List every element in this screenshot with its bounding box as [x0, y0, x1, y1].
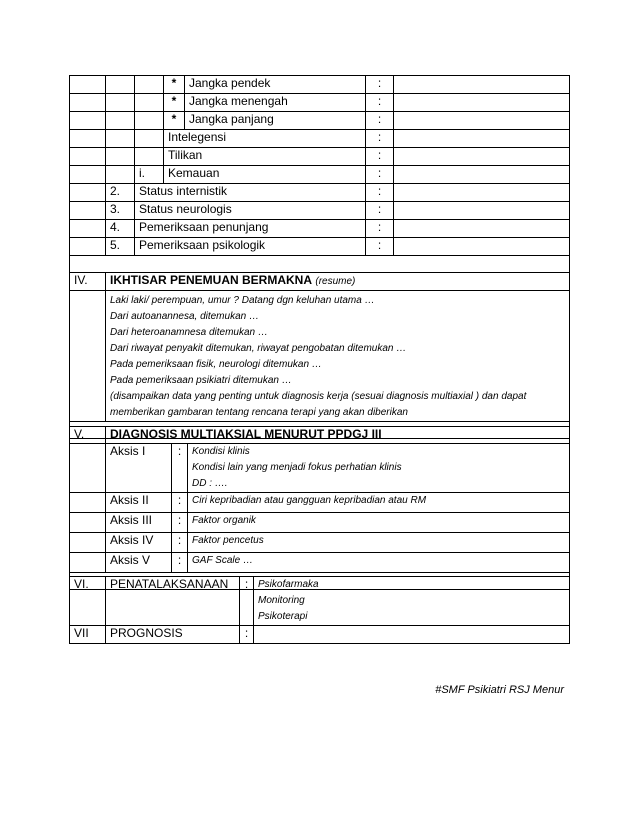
value-field[interactable] — [394, 202, 570, 220]
summary-body — [70, 291, 570, 422]
colon: : — [366, 130, 394, 148]
label-jangka-panjang: Jangka panjang — [185, 112, 366, 130]
section-iv-title: IKHTISAR PENEMUAN BERMAKNA — [110, 273, 313, 287]
summary-table — [69, 272, 570, 439]
diagnosis-table — [69, 426, 570, 590]
aksis-value[interactable] — [188, 444, 570, 493]
value-field[interactable] — [394, 76, 570, 94]
value-field[interactable] — [394, 166, 570, 184]
colon: : — [366, 202, 394, 220]
row-status-neurologis — [70, 202, 570, 220]
colon: : — [366, 184, 394, 202]
footer-note: #SMF Psikiatri RSJ Menur — [435, 684, 564, 696]
aksis-label: Aksis III — [106, 513, 172, 533]
colon: : — [366, 148, 394, 166]
row-tilikan — [70, 148, 570, 166]
row-aksis-v — [70, 553, 570, 573]
section-iv-header — [70, 273, 570, 291]
colon: : — [366, 166, 394, 184]
section-v-header — [70, 427, 570, 444]
item-number: 4. — [106, 220, 135, 238]
section-vii-row — [70, 626, 570, 644]
aksis-label: Aksis II — [106, 493, 172, 513]
colon: : — [366, 112, 394, 130]
row-pemeriksaan-psikologik — [70, 238, 570, 256]
item-number: 2. — [106, 184, 135, 202]
colon: : — [366, 220, 394, 238]
aksis-value[interactable]: Faktor organik — [188, 513, 570, 533]
treatment-line: Psikofarmaka — [258, 579, 319, 590]
aksis-label: Aksis V — [106, 553, 172, 573]
row-jangka-pendek — [70, 76, 570, 94]
label-jangka-pendek: Jangka pendek — [185, 76, 366, 94]
value-field[interactable] — [394, 148, 570, 166]
item-number: 3. — [106, 202, 135, 220]
label-tilikan: Tilikan — [164, 148, 366, 166]
label-intelegensi: Intelegensi — [164, 130, 366, 148]
item-number: i. — [135, 166, 164, 184]
summary-line: Dari autoanannesa, ditemukan … — [110, 311, 259, 322]
row-status-internistik — [70, 184, 570, 202]
section-vii-title: PROGNOSIS — [106, 626, 240, 644]
section-vi-title: PENATALAKSANAAN — [106, 577, 240, 626]
bullet-star: * — [164, 76, 185, 94]
row-aksis-iv — [70, 533, 570, 553]
summary-text[interactable] — [106, 291, 570, 422]
value-field[interactable] — [394, 184, 570, 202]
value-field[interactable] — [394, 220, 570, 238]
label-status-internistik: Status internistik — [135, 184, 366, 202]
item-number: 5. — [106, 238, 135, 256]
status-table — [69, 75, 570, 273]
section-vi-row — [70, 577, 570, 626]
section-v-title: DIAGNOSIS MULTIAKSIAL MENURUT PPDGJ III — [106, 427, 570, 444]
row-pemeriksaan-penunjang — [70, 220, 570, 238]
aksis-line: Kondisi lain yang menjadi fokus perhatian klinis — [192, 462, 402, 473]
colon: : — [172, 533, 188, 553]
value-field[interactable] — [394, 112, 570, 130]
summary-line: memberikan gambaran tentang rencana terapi yang akan diberikan — [110, 407, 408, 418]
aksis-line: Kondisi klinis — [192, 446, 250, 457]
treatment-line: Psikoterapi — [258, 611, 308, 622]
section-number: V. — [70, 427, 106, 444]
spacer-row — [70, 256, 570, 273]
colon: : — [366, 76, 394, 94]
row-aksis-ii — [70, 493, 570, 513]
row-aksis-iii — [70, 513, 570, 533]
aksis-label: Aksis IV — [106, 533, 172, 553]
label-pemeriksaan-psikologik: Pemeriksaan psikologik — [135, 238, 366, 256]
colon: : — [172, 444, 188, 493]
row-kemauan — [70, 166, 570, 184]
bullet-star: * — [164, 112, 185, 130]
label-kemauan: Kemauan — [164, 166, 366, 184]
colon: : — [240, 626, 254, 644]
summary-line: Pada pemeriksaan fisik, neurologi ditemukan … — [110, 359, 322, 370]
section-number: IV. — [70, 273, 106, 291]
bullet-star: * — [164, 94, 185, 112]
aksis-value[interactable]: Ciri kepribadian atau gangguan kepribadian atau RM — [188, 493, 570, 513]
colon: : — [172, 493, 188, 513]
section-number: VII — [70, 626, 106, 644]
colon: : — [366, 94, 394, 112]
colon: : — [240, 577, 254, 626]
colon: : — [172, 513, 188, 533]
summary-line: Laki laki/ perempuan, umur ? Datang dgn keluhan utama … — [110, 295, 375, 306]
summary-line: (disampaikan data yang penting untuk diagnosis kerja (sesuai diagnosis multiaxial ) dan dapat — [110, 391, 527, 402]
label-jangka-menengah: Jangka menengah — [185, 94, 366, 112]
treatment-table — [69, 576, 570, 644]
summary-line: Pada pemeriksaan psikiatri ditemukan … — [110, 375, 292, 386]
aksis-value[interactable]: GAF Scale … — [188, 553, 570, 573]
section-title — [106, 273, 570, 291]
row-jangka-menengah — [70, 94, 570, 112]
summary-line: Dari heteroanamnesa ditemukan … — [110, 327, 268, 338]
colon: : — [172, 553, 188, 573]
prognosis-value[interactable] — [254, 626, 570, 644]
colon: : — [366, 238, 394, 256]
aksis-line: DD : …. — [192, 478, 228, 489]
section-number: VI. — [70, 577, 106, 626]
value-field[interactable] — [394, 238, 570, 256]
treatment-line: Monitoring — [258, 595, 305, 606]
row-intelegensi — [70, 130, 570, 148]
aksis-label: Aksis I — [106, 444, 172, 493]
row-jangka-panjang — [70, 112, 570, 130]
value-field[interactable] — [394, 94, 570, 112]
row-aksis-i — [70, 444, 570, 493]
treatment-value[interactable] — [254, 577, 570, 626]
summary-line: Dari riwayat penyakit ditemukan, riwayat pengobatan ditemukan … — [110, 343, 407, 354]
label-status-neurologis: Status neurologis — [135, 202, 366, 220]
label-pemeriksaan-penunjang: Pemeriksaan penunjang — [135, 220, 366, 238]
title-note: (resume) — [315, 276, 356, 287]
aksis-value[interactable]: Faktor pencetus — [188, 533, 570, 553]
value-field[interactable] — [394, 130, 570, 148]
